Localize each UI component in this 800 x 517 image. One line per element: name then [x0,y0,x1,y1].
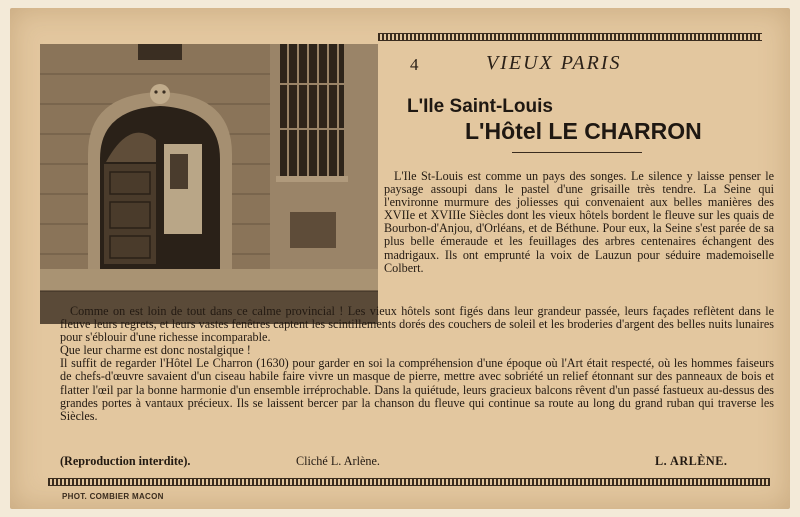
subtitle: L'Ile Saint-Louis [407,96,553,117]
intro-text: L'Ile St-Louis est comme un pays des songes. Le silence y laisse penser le paysage assoupi dans le pastel d'une grisaille très tendre. La Seine qui l'environne murmure des joliesses qui convenaient aux belles manières des XVIIe et XVIIIe Siècles dont les vieux hôtels bordent le fleuve sur les quais de Bourbon-d'Anjou, d'Orléans, et de Béthune. Pour eux, la Seine s'est parée de sa plus belle émeraude et les feuillages des arbres centenaires échangent des madrigaux. Ils ont emprunté la voix de Lauzun pour séduire mademoiselle Colbert. [384,169,774,275]
photo-credit: Cliché L. Arlène. [296,454,380,468]
series-number: 4 [410,55,419,74]
doorway-illustration [40,44,378,324]
body-paragraphs [60,305,774,423]
series-title: VIEUX PARIS [486,52,622,74]
intro-paragraph [384,170,774,275]
body-text-3: Il suffit de regarder l'Hôtel Le Charron (1630) pour garder en soi la compréhension d'une époque où l'Art était respecté, où les hommes faiseurs de chefs-d'œuvre savaient d'un ciseau habile faire vivre un masque de pierre, mettre avec sobriété un relief étonnant sur des panneaux de bois et flatter l'œil par la bonne harmonie d'un ensemble irréprochable. Dans la quiétude, leurs gracieux balcons rêvent d'un passé fastueux au-dessus des grandes portes à vantaux précieux. Ils se laissent bercer par la chanson du fleuve qui continue sa route au long du grand ruban qui traverse les Siècles. [60,356,774,423]
bottom-decorative-rule [48,478,770,486]
author-signature: L. ARLÈNE. [655,454,728,468]
printer-credit: PHOT. COMBIER MACON [62,492,164,501]
postcard [10,8,790,509]
main-title: L'Hôtel LE CHARRON [465,118,702,144]
body-text-2: Que leur charme est donc nostalgique ! [60,343,251,358]
title-underline [512,152,642,153]
hotel-doorway-photo [40,44,378,324]
body-text-1: Comme on est loin de tout dans ce calme provincial ! Les vieux hôtels sont figés dans leur grandeur passée, leurs façades reflètent dans le fleuve leurs regrets, et leurs vastes fenêtres captent les scintillements dorés des couchers de soleil et les broderies d'argent des belles nuits lunaires pour s'éblouir d'une richesse incomparable. [60,304,774,345]
top-decorative-rule [378,33,762,41]
reproduction-notice: (Reproduction interdite). [60,454,191,468]
